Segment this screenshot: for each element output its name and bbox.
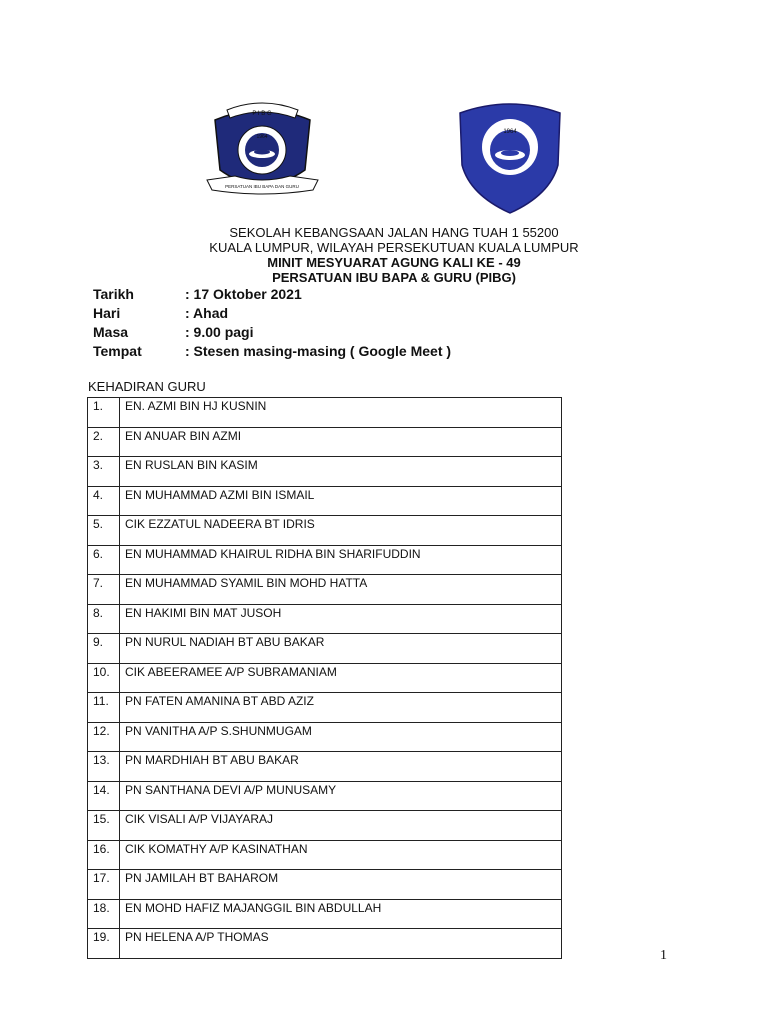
table-row bbox=[88, 870, 562, 900]
meeting-details bbox=[93, 286, 451, 362]
teacher-name: PN VANITHA A/P S.SHUNMUGAM bbox=[120, 722, 562, 752]
meta-row-place bbox=[93, 343, 451, 362]
row-number: 3. bbox=[88, 457, 120, 487]
table-row bbox=[88, 929, 562, 959]
teacher-name: EN HAKIMI BIN MAT JUSOH bbox=[120, 604, 562, 634]
row-number: 15. bbox=[88, 811, 120, 841]
meta-key: Tempat bbox=[93, 343, 142, 359]
teacher-name: EN MUHAMMAD KHAIRUL RIDHA BIN SHARIFUDDIN bbox=[120, 545, 562, 575]
row-number: 1. bbox=[88, 398, 120, 428]
row-number: 11. bbox=[88, 693, 120, 723]
teacher-name: EN. AZMI BIN HJ KUSNIN bbox=[120, 398, 562, 428]
meta-key: Masa bbox=[93, 324, 129, 340]
row-number: 2. bbox=[88, 427, 120, 457]
row-number: 19. bbox=[88, 929, 120, 959]
teacher-name: EN ANUAR BIN AZMI bbox=[120, 427, 562, 457]
row-number: 18. bbox=[88, 899, 120, 929]
teacher-name: PN MARDHIAH BT ABU BAKAR bbox=[120, 752, 562, 782]
row-number: 8. bbox=[88, 604, 120, 634]
meta-value: : 9.00 pagi bbox=[185, 324, 254, 340]
teacher-name: PN NURUL NADIAH BT ABU BAKAR bbox=[120, 634, 562, 664]
table-row bbox=[88, 663, 562, 693]
table-row bbox=[88, 457, 562, 487]
school-address-line-2: KUALA LUMPUR, WILAYAH PERSEKUTUAN KUALA LUMPUR bbox=[209, 240, 579, 255]
meta-key: Hari bbox=[93, 305, 121, 321]
table-row bbox=[88, 486, 562, 516]
teacher-name: CIK ABEERAMEE A/P SUBRAMANIAM bbox=[120, 663, 562, 693]
table-row bbox=[88, 722, 562, 752]
row-number: 10. bbox=[88, 663, 120, 693]
table-row bbox=[88, 781, 562, 811]
teacher-name: PN SANTHANA DEVI A/P MUNUSAMY bbox=[120, 781, 562, 811]
teacher-name: CIK EZZATUL NADEERA BT IDRIS bbox=[120, 516, 562, 546]
teacher-name: CIK KOMATHY A/P KASINATHAN bbox=[120, 840, 562, 870]
svg-text:1964: 1964 bbox=[503, 129, 517, 135]
row-number: 9. bbox=[88, 634, 120, 664]
table-row bbox=[88, 811, 562, 841]
table-row bbox=[88, 840, 562, 870]
row-number: 5. bbox=[88, 516, 120, 546]
table-row bbox=[88, 604, 562, 634]
table-row bbox=[88, 752, 562, 782]
meta-value: : Stesen masing-masing ( Google Meet ) bbox=[185, 343, 452, 359]
page-number: 1 bbox=[660, 948, 667, 963]
meta-key: Tarikh bbox=[93, 286, 134, 302]
row-number: 6. bbox=[88, 545, 120, 575]
school-address-line-1: SEKOLAH KEBANGSAAN JALAN HANG TUAH 1 55200 bbox=[229, 225, 559, 240]
table-row bbox=[88, 398, 562, 428]
row-number: 12. bbox=[88, 722, 120, 752]
meta-row-day bbox=[93, 305, 451, 324]
meta-row-date bbox=[93, 286, 451, 305]
row-number: 16. bbox=[88, 840, 120, 870]
teacher-name: EN RUSLAN BIN KASIM bbox=[120, 457, 562, 487]
teacher-name: PN FATEN AMANINA BT ABD AZIZ bbox=[120, 693, 562, 723]
table-row bbox=[88, 634, 562, 664]
school-crest-logo bbox=[455, 95, 565, 215]
attendance-title: KEHADIRAN GURU bbox=[88, 379, 206, 394]
row-number: 4. bbox=[88, 486, 120, 516]
table-row bbox=[88, 545, 562, 575]
table-row bbox=[88, 575, 562, 605]
teacher-name: EN MUHAMMAD AZMI BIN ISMAIL bbox=[120, 486, 562, 516]
organization-title: PERSATUAN IBU BAPA & GURU (PIBG) bbox=[272, 270, 516, 285]
svg-text:1964: 1964 bbox=[256, 134, 268, 140]
meta-row-time bbox=[93, 324, 451, 343]
row-number: 14. bbox=[88, 781, 120, 811]
meeting-title: MINIT MESYUARAT AGUNG KALI KE - 49 bbox=[267, 255, 521, 270]
teacher-name: EN MOHD HAFIZ MAJANGGIL BIN ABDULLAH bbox=[120, 899, 562, 929]
row-number: 17. bbox=[88, 870, 120, 900]
teacher-name: PN JAMILAH BT BAHAROM bbox=[120, 870, 562, 900]
table-row bbox=[88, 427, 562, 457]
teacher-name: PN HELENA A/P THOMAS bbox=[120, 929, 562, 959]
teacher-name: EN MUHAMMAD SYAMIL BIN MOHD HATTA bbox=[120, 575, 562, 605]
meta-value: : 17 Oktober 2021 bbox=[185, 286, 302, 302]
attendance-table bbox=[87, 397, 562, 959]
svg-text:PERSATUAN IBU BAPA DAN GURU: PERSATUAN IBU BAPA DAN GURU bbox=[225, 184, 299, 189]
row-number: 13. bbox=[88, 752, 120, 782]
table-row bbox=[88, 899, 562, 929]
table-row bbox=[88, 516, 562, 546]
pibg-logo bbox=[205, 100, 320, 200]
table-row bbox=[88, 693, 562, 723]
row-number: 7. bbox=[88, 575, 120, 605]
svg-text:P I B G: P I B G bbox=[252, 111, 272, 117]
meta-value: : Ahad bbox=[185, 305, 229, 321]
teacher-name: CIK VISALI A/P VIJAYARAJ bbox=[120, 811, 562, 841]
